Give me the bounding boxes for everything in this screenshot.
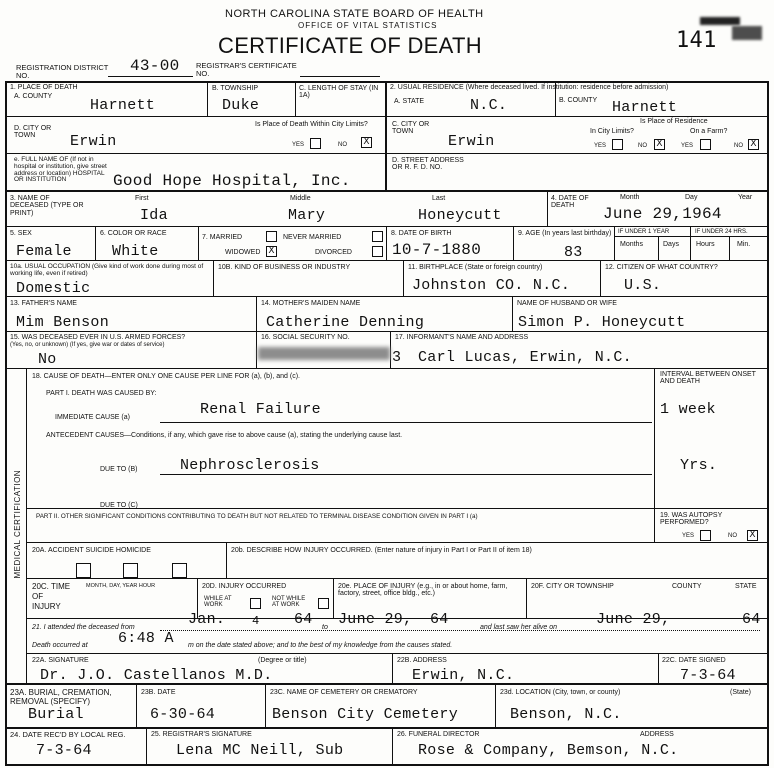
rule bbox=[26, 653, 767, 654]
injury-city-label: 20F. CITY OR TOWNSHIP bbox=[531, 583, 614, 590]
no-label: NO bbox=[338, 142, 347, 148]
injury-county-label: COUNTY bbox=[672, 583, 702, 590]
res-farm-label: On a Farm? bbox=[690, 128, 728, 135]
under-1-label: IF UNDER 1 YEAR bbox=[618, 229, 670, 235]
death-city-value: Erwin bbox=[70, 133, 117, 150]
reg-district-no: 43-00 bbox=[130, 57, 180, 75]
occupation-value: Domestic bbox=[16, 280, 91, 297]
middle-name: Mary bbox=[288, 207, 326, 224]
sex-value: Female bbox=[16, 243, 72, 260]
yes-label: YES bbox=[292, 142, 305, 148]
state-label: (State) bbox=[730, 689, 752, 696]
rule bbox=[333, 578, 334, 618]
rule bbox=[5, 153, 767, 154]
last-name: Honeycutt bbox=[418, 207, 502, 224]
redacted-ssn bbox=[258, 347, 390, 360]
armed-forces-value: No bbox=[38, 351, 57, 368]
rule bbox=[160, 630, 760, 631]
hours-label: Hours bbox=[696, 241, 715, 248]
cemetery-label: 23C. NAME OF CEMETERY OR CREMATORY bbox=[270, 689, 418, 696]
death-occurred-time: 6:48 A bbox=[118, 630, 174, 647]
medical-certification-label: MEDICAL CERTIFICATION bbox=[12, 469, 22, 579]
citizen-value: U.S. bbox=[624, 277, 662, 294]
sex-label: 5. SEX bbox=[10, 230, 32, 237]
attended-to-year: 64 bbox=[430, 611, 449, 628]
burial-date-value: 6-30-64 bbox=[150, 706, 216, 723]
death-occurred-tail: m on the date stated above; and to the best of my knowledge from the causes stated. bbox=[188, 642, 453, 649]
spouse-label: NAME OF HUSBAND OR WIFE bbox=[517, 300, 617, 307]
rule bbox=[26, 368, 27, 683]
rule bbox=[690, 226, 691, 260]
rule bbox=[5, 116, 767, 117]
attended-label: 21. I attended the deceased from bbox=[32, 624, 135, 631]
never-married-checkbox[interactable] bbox=[372, 231, 383, 242]
office-name: OFFICE OF VITAL STATISTICS bbox=[298, 21, 438, 30]
rule bbox=[392, 653, 393, 683]
rule bbox=[658, 653, 659, 683]
rule bbox=[160, 474, 652, 475]
rule bbox=[385, 81, 387, 190]
reg-district-label: REGISTRATION DISTRICT NO. bbox=[16, 63, 109, 80]
rule bbox=[658, 236, 659, 260]
day-label: Day bbox=[685, 194, 698, 201]
antecedent-label: ANTECEDENT CAUSES—Conditions, if any, which gave rise to above cause (a), stating the underlying cause last. bbox=[46, 432, 403, 439]
injury-state-label: STATE bbox=[735, 583, 757, 590]
armed-forces-label: 15. WAS DECEASED EVER IN U.S. ARMED FORCES? bbox=[10, 334, 186, 341]
how-injury-label: 20b. DESCRIBE HOW INJURY OCCURRED. (Enter nature of injury in Part I or Part II of item 18) bbox=[231, 547, 532, 554]
yes-label: YES bbox=[681, 143, 694, 149]
autopsy-no-checkbox[interactable]: X bbox=[747, 530, 758, 541]
funeral-director-value: Rose & Company, Bemson, N.C. bbox=[418, 742, 679, 759]
hospital-label: e. FULL NAME OF (If not in hospital or institution, give street address or location) HOSPITAL OR INSTITUTION bbox=[14, 156, 107, 184]
autopsy-yes-checkbox[interactable] bbox=[700, 530, 711, 541]
rule bbox=[5, 331, 767, 332]
months-label: Months bbox=[620, 241, 643, 248]
date-of-death-value: June 29,1964 bbox=[603, 205, 722, 223]
registrar-signature-value: Lena MC Neill, Sub bbox=[176, 742, 344, 759]
res-county-label: B. COUNTY bbox=[559, 97, 598, 104]
signature-label: 22A. SIGNATURE bbox=[32, 657, 89, 664]
autopsy-label: 19. WAS AUTOPSY PERFORMED? bbox=[660, 512, 723, 527]
rule bbox=[95, 226, 96, 260]
business-label: 10B. KIND OF BUSINESS OR INDUSTRY bbox=[218, 264, 351, 271]
rule bbox=[226, 542, 227, 578]
no-label: NO bbox=[734, 143, 743, 149]
part1-label: PART I. DEATH WAS CAUSED BY: bbox=[46, 390, 157, 397]
date-received-label: 24. DATE REC'D BY LOCAL REG. bbox=[10, 730, 126, 739]
rule bbox=[403, 260, 404, 296]
alive-date: June 29, bbox=[596, 611, 671, 628]
not-while-at-work-checkbox[interactable] bbox=[318, 598, 329, 609]
rule bbox=[526, 578, 527, 618]
place-of-death-label: 1. PLACE OF DEATH bbox=[10, 84, 78, 91]
location-label: 23d. LOCATION (City, town, or county) bbox=[500, 689, 621, 696]
attended-to-date: June 29, bbox=[338, 611, 413, 628]
occupation-label: 10a. USUAL OCCUPATION (Give kind of work done during most of working life, even if retired) bbox=[10, 263, 204, 277]
frame-line bbox=[767, 81, 769, 765]
rule bbox=[136, 683, 137, 727]
board-name: NORTH CAROLINA STATE BOARD OF HEALTH bbox=[225, 8, 484, 20]
suicide-checkbox[interactable] bbox=[123, 563, 138, 578]
res-farm-no-checkbox[interactable]: X bbox=[748, 139, 759, 150]
frame-line bbox=[5, 81, 769, 83]
deceased-name-label: 3. NAME OF DECEASED (TYPE OR PRINT) bbox=[10, 195, 84, 217]
res-city-limits-label: In City Limits? bbox=[590, 128, 634, 135]
days-label: Days bbox=[663, 241, 679, 248]
place-of-injury-label: 20e. PLACE OF INJURY (e.g., in or about home, farm, factory, street, office bldg., etc.) bbox=[338, 583, 508, 598]
burial-date-label: 23B. DATE bbox=[141, 689, 176, 696]
middle-label: Middle bbox=[290, 195, 311, 202]
accident-checkbox[interactable] bbox=[76, 563, 91, 578]
certificate-title: CERTIFICATE OF DEATH bbox=[218, 33, 482, 58]
rule bbox=[600, 260, 601, 296]
rule bbox=[5, 296, 767, 297]
armed-forces-sub: (Yes, no, or unknown) (If yes, give war or dates of service) bbox=[10, 342, 165, 348]
street-label: D. STREET ADDRESS OR R. F. D. NO. bbox=[392, 157, 464, 172]
rule bbox=[512, 296, 513, 331]
funeral-address-label: ADDRESS bbox=[640, 731, 674, 738]
rule bbox=[386, 226, 387, 260]
attended-from-day: 4 bbox=[252, 614, 260, 628]
rule bbox=[495, 683, 496, 727]
rule bbox=[547, 190, 548, 226]
death-city-label: D. CITY OR TOWN bbox=[14, 125, 52, 140]
rule bbox=[654, 368, 655, 508]
spouse-value: Simon P. Honeycutt bbox=[518, 314, 686, 331]
rule bbox=[198, 226, 199, 260]
interval-a-value: 1 week bbox=[660, 401, 716, 418]
homicide-checkbox[interactable] bbox=[172, 563, 187, 578]
within-limits-yes-checkbox[interactable] bbox=[310, 138, 321, 149]
res-limits-yes-checkbox[interactable] bbox=[612, 139, 623, 150]
date-signed-value: 7-3-64 bbox=[680, 667, 736, 684]
dob-value: 10-7-1880 bbox=[392, 241, 482, 259]
informant-label: 17. INFORMANT'S NAME AND ADDRESS bbox=[395, 334, 529, 341]
rule bbox=[207, 81, 208, 116]
birthplace-value: Johnston CO. N.C. bbox=[412, 277, 571, 294]
rule bbox=[213, 260, 214, 296]
rule bbox=[295, 81, 296, 116]
hospital-value: Good Hope Hospital, Inc. bbox=[113, 172, 351, 190]
due-b-label: DUE TO (B) bbox=[100, 466, 138, 473]
mother-value: Catherine Denning bbox=[266, 314, 425, 331]
rule bbox=[26, 542, 767, 543]
res-limits-no-checkbox[interactable]: X bbox=[654, 139, 665, 150]
birthplace-label: 11. BIRTHPLACE (State or foreign country) bbox=[408, 264, 543, 271]
rule bbox=[392, 727, 393, 764]
month-label: Month bbox=[620, 194, 640, 201]
interval-b-value: Yrs. bbox=[680, 457, 718, 474]
mother-label: 14. MOTHER'S MAIDEN NAME bbox=[261, 300, 361, 307]
sig-address-label: 22B. ADDRESS bbox=[397, 657, 447, 664]
cemetery-value: Benson City Cemetery bbox=[272, 706, 459, 723]
rule bbox=[614, 236, 767, 237]
ssn-label: 16. SOCIAL SECURITY NO. bbox=[261, 334, 350, 341]
date-received-value: 7-3-64 bbox=[36, 742, 92, 759]
cause-section-label: 18. CAUSE OF DEATH—ENTER ONLY ONE CAUSE PER LINE FOR (a), (b), and (c). bbox=[32, 373, 300, 380]
rule bbox=[5, 368, 767, 369]
frame-line bbox=[5, 81, 7, 765]
rule bbox=[5, 727, 767, 729]
ssn-last-digit: 3 bbox=[392, 349, 402, 366]
length-of-stay-label: C. LENGTH OF STAY (IN 1A) bbox=[299, 85, 379, 100]
yes-label: YES bbox=[594, 143, 607, 149]
last-label: Last bbox=[432, 195, 446, 202]
dob-label: 8. DATE OF BIRTH bbox=[391, 230, 452, 237]
attended-from-month: Jan. bbox=[188, 611, 226, 628]
death-occurred-label: Death occurred at bbox=[32, 642, 88, 649]
frame-line bbox=[5, 764, 769, 766]
married-checkbox[interactable] bbox=[266, 231, 277, 242]
rule bbox=[26, 578, 767, 579]
date-signed-label: 22C. DATE SIGNED bbox=[662, 657, 726, 664]
age-value: 83 bbox=[564, 244, 583, 261]
rule bbox=[654, 508, 655, 542]
location-value: Benson, N.C. bbox=[510, 706, 622, 723]
year-label: Year bbox=[738, 194, 753, 201]
burial-value: Burial bbox=[28, 706, 84, 723]
rule bbox=[5, 190, 767, 192]
township-label: B. TOWNSHIP bbox=[212, 85, 259, 92]
rule bbox=[256, 296, 257, 331]
res-county-value: Harnett bbox=[612, 99, 678, 116]
race-value: White bbox=[112, 243, 159, 260]
race-label: 6. COLOR OR RACE bbox=[100, 230, 167, 237]
no-label: NO bbox=[638, 143, 647, 149]
rule bbox=[729, 236, 730, 260]
rule bbox=[614, 226, 615, 260]
funeral-director-label: 26. FUNERAL DIRECTOR bbox=[397, 731, 480, 738]
while-at-work-label: WHILE AT WORK bbox=[204, 596, 232, 609]
within-limits-label: Is Place of Death Within City Limits? bbox=[255, 121, 368, 128]
reg-underline bbox=[108, 76, 193, 77]
date-of-death-label: 4. DATE OF DEATH bbox=[551, 195, 589, 210]
father-value: Mim Benson bbox=[16, 314, 110, 331]
burial-label: 23A. BURIAL, CREMATION, REMOVAL (SPECIFY) bbox=[10, 688, 112, 707]
rule bbox=[146, 727, 147, 764]
res-place-label: Is Place of Residence bbox=[640, 118, 708, 125]
certificate-number: 141 bbox=[676, 28, 717, 53]
min-label: Min. bbox=[737, 241, 751, 248]
res-farm-yes-checkbox[interactable] bbox=[700, 139, 711, 150]
married-label: 7. MARRIED bbox=[202, 234, 243, 241]
sig-address-value: Erwin, N.C. bbox=[412, 667, 515, 684]
not-while-at-work-label: NOT WHILE AT WORK bbox=[272, 596, 306, 609]
never-married-label: NEVER MARRIED bbox=[283, 234, 342, 241]
widowed-label: WIDOWED bbox=[225, 249, 261, 256]
divorced-label: DIVORCED bbox=[315, 249, 352, 256]
due-b-value: Nephrosclerosis bbox=[180, 457, 320, 474]
usual-residence-label: 2. USUAL RESIDENCE (Where deceased lived. If institution: residence before admission) bbox=[390, 84, 669, 91]
last-saw-label: and last saw her alive on bbox=[480, 624, 558, 631]
widowed-checkbox[interactable]: X bbox=[266, 246, 277, 257]
degree-label: (Degree or title) bbox=[258, 657, 307, 664]
immediate-cause-label: IMMEDIATE CAUSE (a) bbox=[55, 414, 130, 421]
time-of-injury-label: 20C. TIME OF INJURY bbox=[32, 582, 71, 611]
alive-year: 64 bbox=[742, 611, 761, 628]
attended-from-year: 64 bbox=[294, 611, 313, 628]
res-state-value: N.C. bbox=[470, 97, 508, 114]
accident-label: 20A. ACCIDENT SUICIDE HOMICIDE bbox=[32, 547, 151, 554]
first-label: First bbox=[135, 195, 149, 202]
part2-label: PART II. OTHER SIGNIFICANT CONDITIONS CONTRIBUTING TO DEATH BUT NOT RELATED TO TERMINAL DISEASE CONDITION GIVEN IN PART I (a) bbox=[36, 513, 478, 520]
rule bbox=[5, 260, 767, 261]
informant-value: Carl Lucas, Erwin, N.C. bbox=[418, 349, 632, 366]
no-label: NO bbox=[728, 533, 737, 539]
within-limits-no-checkbox[interactable]: X bbox=[361, 137, 372, 148]
while-at-work-checkbox[interactable] bbox=[250, 598, 261, 609]
divorced-checkbox[interactable] bbox=[372, 246, 383, 257]
father-label: 13. FATHER'S NAME bbox=[10, 300, 77, 307]
res-city-label: C. CITY OR TOWN bbox=[392, 121, 430, 136]
res-city-value: Erwin bbox=[448, 133, 495, 150]
due-c-label: DUE TO (C) bbox=[100, 502, 138, 509]
immediate-cause-value: Renal Failure bbox=[200, 401, 321, 418]
res-state-label: A. STATE bbox=[394, 98, 425, 105]
registrars-cert-label: REGISTRAR'S CERTIFICATE NO. bbox=[196, 61, 297, 78]
ink-smear bbox=[700, 17, 740, 25]
interval-label: INTERVAL BETWEEN ONSET AND DEATH bbox=[660, 371, 756, 386]
signature-value: Dr. J.O. Castellanos M.D. bbox=[40, 667, 273, 684]
rule bbox=[256, 331, 257, 368]
rule bbox=[160, 422, 652, 423]
ink-smear bbox=[732, 26, 762, 40]
rule bbox=[390, 331, 391, 368]
registrar-signature-label: 25. REGISTRAR'S SIGNATURE bbox=[151, 731, 252, 738]
under-24-label: IF UNDER 24 HRS. bbox=[695, 229, 748, 235]
to-label: to bbox=[322, 624, 328, 631]
rule bbox=[265, 683, 266, 727]
first-name: Ida bbox=[140, 207, 168, 224]
citizen-label: 12. CITIZEN OF WHAT COUNTRY? bbox=[605, 264, 718, 271]
death-county-value: Harnett bbox=[90, 97, 156, 114]
rule bbox=[513, 226, 514, 260]
death-township-value: Duke bbox=[222, 97, 260, 114]
age-label: 9. AGE (In years last birthday) bbox=[518, 230, 612, 237]
reg-underline bbox=[300, 76, 380, 77]
time-sub-label: MONTH, DAY, YEAR HOUR bbox=[86, 583, 156, 589]
county-label: A. COUNTY bbox=[14, 93, 53, 100]
yes-label: YES bbox=[682, 533, 695, 539]
injury-occurred-label: 20D. INJURY OCCURRED bbox=[202, 583, 287, 590]
